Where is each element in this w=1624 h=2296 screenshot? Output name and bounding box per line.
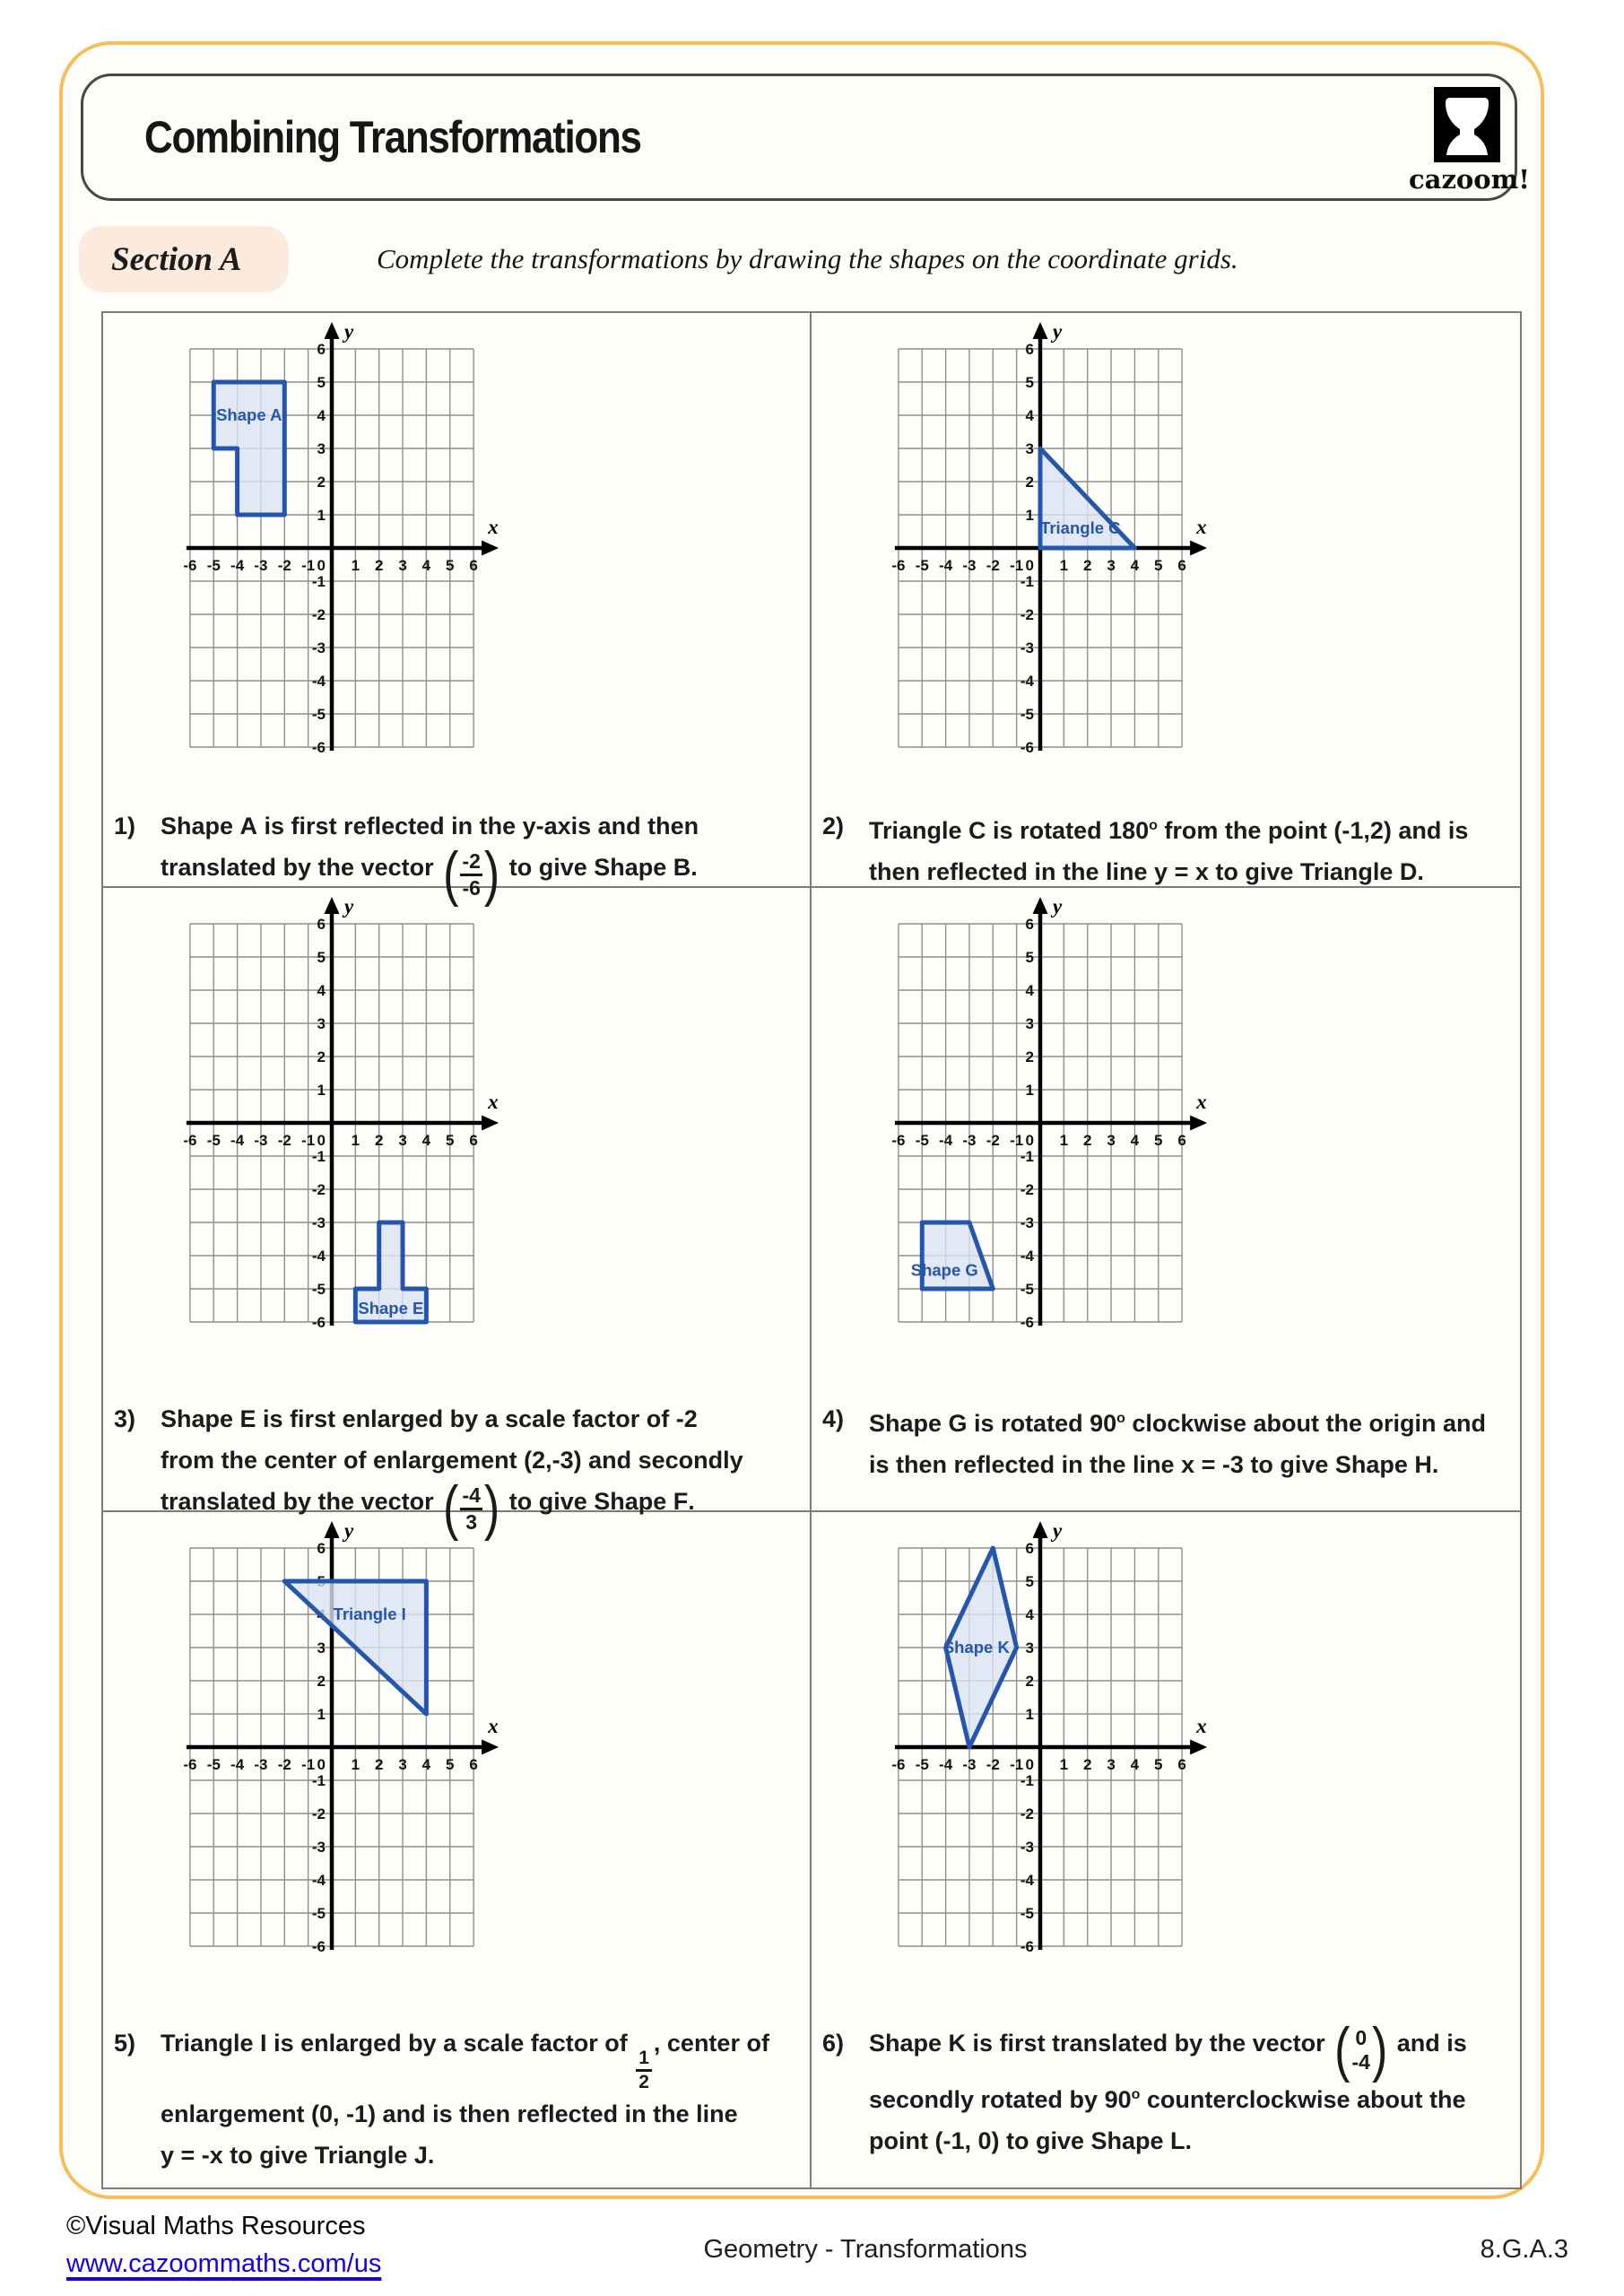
- logo-wordmark: cazoom!: [1409, 164, 1531, 195]
- svg-text:3: 3: [398, 1756, 407, 1773]
- svg-text:1: 1: [351, 557, 360, 574]
- svg-text:-4: -4: [230, 557, 245, 574]
- coordinate-grid: [881, 1521, 1217, 1974]
- svg-text:5: 5: [1025, 374, 1034, 391]
- svg-text:6: 6: [469, 1132, 478, 1149]
- svg-text:-2: -2: [986, 1132, 1000, 1149]
- svg-text:2: 2: [1025, 1048, 1034, 1065]
- svg-text:5: 5: [317, 374, 326, 391]
- svg-text:2: 2: [374, 557, 384, 574]
- svg-text:x: x: [1196, 1715, 1207, 1737]
- svg-text:-5: -5: [1020, 706, 1034, 723]
- svg-text:5: 5: [446, 1132, 455, 1149]
- svg-text:6: 6: [317, 341, 326, 358]
- svg-text:1: 1: [317, 1706, 326, 1723]
- svg-text:-1: -1: [1010, 1756, 1024, 1773]
- svg-text:3: 3: [317, 1639, 326, 1657]
- svg-text:2: 2: [1025, 474, 1034, 491]
- question-panel-3: [103, 888, 812, 1543]
- svg-text:-4: -4: [311, 673, 326, 690]
- section-label-pill: [79, 226, 289, 292]
- question: [822, 805, 1489, 892]
- svg-text:6: 6: [1025, 1540, 1034, 1557]
- svg-text:-6: -6: [311, 739, 326, 756]
- axes: [895, 1521, 1207, 1950]
- svg-text:0: 0: [317, 557, 326, 574]
- svg-text:-2: -2: [311, 1181, 326, 1198]
- title-box: [81, 74, 1531, 201]
- svg-text:-4: -4: [939, 1756, 953, 1773]
- svg-text:6: 6: [317, 1540, 326, 1557]
- section-instruction: Complete the transformations by drawing the shapes on the coordinate grids.: [377, 243, 1238, 274]
- svg-text:3: 3: [1107, 1132, 1116, 1149]
- svg-text:3: 3: [1025, 1015, 1034, 1032]
- website-link[interactable]: www.cazoommaths.com/us: [66, 2249, 382, 2278]
- svg-text:1: 1: [1059, 1756, 1069, 1773]
- axis-labels: [342, 322, 499, 538]
- svg-text:y: y: [1053, 322, 1063, 343]
- svg-text:-1: -1: [301, 1132, 316, 1149]
- cazoom-logo: [1409, 87, 1531, 195]
- svg-text:4: 4: [1025, 1606, 1034, 1623]
- svg-text:-3: -3: [1020, 1839, 1034, 1856]
- column-vector: ( 0 -4 ): [1334, 2016, 1388, 2084]
- svg-text:-3: -3: [254, 1756, 268, 1773]
- svg-text:-2: -2: [986, 557, 1000, 574]
- svg-text:-6: -6: [891, 1132, 906, 1149]
- svg-text:5: 5: [1154, 557, 1163, 574]
- svg-text:-6: -6: [183, 1132, 197, 1149]
- svg-text:3: 3: [1025, 1639, 1034, 1657]
- svg-text:-1: -1: [1020, 1148, 1034, 1165]
- shape-label: Shape E: [358, 1299, 424, 1318]
- svg-text:-6: -6: [183, 1756, 197, 1773]
- svg-text:5: 5: [1154, 1756, 1163, 1773]
- svg-text:-2: -2: [1020, 1181, 1034, 1198]
- svg-text:-3: -3: [1020, 639, 1034, 657]
- svg-text:-5: -5: [311, 706, 326, 723]
- axis-labels: [1050, 897, 1207, 1113]
- question-text: Triangle C is rotated 180$^o$ from the point (-1,2) and is then reflected in the line y = x to give Triangle D.: [869, 817, 1469, 885]
- section-label: Section A: [111, 240, 242, 278]
- copyright-text: ©Visual Maths Resources: [66, 2212, 366, 2240]
- svg-text:-5: -5: [206, 557, 221, 574]
- coordinate-grid: [173, 897, 508, 1350]
- svg-text:-1: -1: [1020, 1772, 1034, 1789]
- column-vector: ( -4 3 ): [443, 1474, 500, 1543]
- coordinate-grid: [881, 322, 1217, 775]
- question-number: 2): [822, 813, 845, 839]
- svg-text:6: 6: [1177, 557, 1186, 574]
- svg-text:-2: -2: [311, 606, 326, 623]
- svg-text:-5: -5: [206, 1132, 221, 1149]
- svg-text:-4: -4: [1020, 1248, 1034, 1265]
- question-text: Shape E is first enlarged by a scale factor of -2 from the center of enlargement (2,-3) and secondly translated by the vector ( -4 3 ) to give Shape F.: [161, 1405, 743, 1543]
- shape-label: Shape A: [216, 405, 282, 424]
- svg-text:1: 1: [1059, 557, 1069, 574]
- svg-text:3: 3: [1107, 1756, 1116, 1773]
- svg-text:5: 5: [317, 949, 326, 966]
- footer-topic: Geometry - Transformations: [703, 2235, 1028, 2264]
- shape-label: Shape G: [910, 1260, 978, 1280]
- svg-text:-2: -2: [1020, 1805, 1034, 1822]
- svg-text:x: x: [488, 516, 499, 538]
- svg-text:-6: -6: [891, 1756, 906, 1773]
- svg-text:6: 6: [469, 557, 478, 574]
- svg-text:6: 6: [1025, 341, 1034, 358]
- svg-text:-1: -1: [311, 573, 326, 590]
- svg-text:-4: -4: [230, 1756, 245, 1773]
- svg-text:-3: -3: [311, 639, 326, 657]
- page-title: Combining Transformations: [144, 112, 641, 162]
- svg-text:-3: -3: [254, 1132, 268, 1149]
- svg-text:2: 2: [1082, 1132, 1092, 1149]
- svg-text:5: 5: [446, 557, 455, 574]
- question-text: Shape A is first reflected in the y-axis and then translated by the vector ( -2 -6 ) to give Shape B.: [161, 813, 699, 909]
- svg-text:0: 0: [317, 1756, 326, 1773]
- svg-text:6: 6: [469, 1756, 478, 1773]
- coordinate-grid: [173, 1521, 508, 1974]
- svg-text:4: 4: [421, 557, 431, 574]
- question-number: 5): [114, 2030, 136, 2057]
- svg-text:5: 5: [446, 1756, 455, 1773]
- svg-text:-1: -1: [1020, 573, 1034, 590]
- svg-text:-5: -5: [915, 1132, 929, 1149]
- svg-text:4: 4: [1025, 982, 1034, 999]
- svg-text:-3: -3: [254, 557, 268, 574]
- svg-text:6: 6: [317, 916, 326, 933]
- svg-text:-4: -4: [939, 557, 953, 574]
- svg-text:-5: -5: [311, 1905, 326, 1922]
- question-panel-2: [812, 313, 1520, 888]
- question-text: Shape G is rotated 90$^o$ clockwise about the origin and is then reflected in the line x = -3 to give Shape H.: [869, 1410, 1486, 1478]
- svg-text:-6: -6: [311, 1938, 326, 1955]
- svg-text:x: x: [1196, 516, 1207, 538]
- svg-text:2: 2: [317, 1048, 326, 1065]
- shape-label: Triangle I: [333, 1605, 406, 1623]
- question-panel-5: [103, 1512, 812, 2187]
- svg-text:-2: -2: [311, 1805, 326, 1822]
- svg-text:-6: -6: [311, 1314, 326, 1331]
- svg-text:1: 1: [1025, 1082, 1034, 1099]
- question-text: Triangle I is enlarged by a scale factor of $\frac{1}{2}$ , center of enlargement (0, -1) and is then reflected in the line y = -x to give Triangle J.: [161, 2030, 769, 2169]
- svg-text:2: 2: [1025, 1673, 1034, 1690]
- svg-text:y: y: [1053, 1521, 1063, 1542]
- svg-text:1: 1: [317, 1082, 326, 1099]
- svg-text:4: 4: [1130, 1756, 1140, 1773]
- shape-label: Triangle C: [1040, 517, 1121, 537]
- svg-text:y: y: [344, 1521, 354, 1542]
- svg-text:-5: -5: [1020, 1905, 1034, 1922]
- svg-text:5: 5: [1025, 1573, 1034, 1590]
- question-number: 1): [114, 813, 136, 839]
- question: [114, 2022, 779, 2176]
- drum-icon: [1434, 87, 1500, 162]
- question-number: 3): [114, 1405, 136, 1432]
- coordinate-grid: [881, 897, 1217, 1350]
- svg-text:2: 2: [1082, 557, 1092, 574]
- svg-text:-5: -5: [1020, 1281, 1034, 1298]
- svg-text:-4: -4: [311, 1248, 326, 1265]
- svg-text:-2: -2: [277, 1132, 291, 1149]
- svg-text:-3: -3: [962, 1132, 977, 1149]
- svg-text:-2: -2: [277, 1756, 291, 1773]
- svg-text:-1: -1: [311, 1772, 326, 1789]
- svg-text:y: y: [1053, 897, 1063, 918]
- svg-text:3: 3: [1107, 557, 1116, 574]
- svg-text:1: 1: [1059, 1132, 1069, 1149]
- svg-text:0: 0: [1025, 1132, 1034, 1149]
- svg-text:5: 5: [1025, 949, 1034, 966]
- shape-label: Shape K: [942, 1638, 1010, 1657]
- svg-text:-2: -2: [986, 1756, 1000, 1773]
- svg-text:-1: -1: [311, 1148, 326, 1165]
- svg-text:3: 3: [398, 1132, 407, 1149]
- svg-text:-6: -6: [1020, 739, 1034, 756]
- svg-text:1: 1: [351, 1132, 360, 1149]
- question-text: Shape K is first translated by the vector ( 0 -4 ) and is secondly rotated by 90$^o$ counterclockwise about the point (-1, 0) to give Shape L.: [869, 2016, 1467, 2155]
- worksheet-table: [101, 311, 1522, 2189]
- svg-text:4: 4: [1130, 557, 1140, 574]
- svg-text:0: 0: [317, 1132, 326, 1149]
- svg-text:6: 6: [1177, 1132, 1186, 1149]
- svg-text:1: 1: [317, 507, 326, 524]
- svg-text:-1: -1: [1010, 557, 1024, 574]
- svg-text:4: 4: [421, 1756, 431, 1773]
- svg-text:6: 6: [1177, 1756, 1186, 1773]
- svg-text:2: 2: [374, 1132, 384, 1149]
- svg-text:4: 4: [421, 1132, 431, 1149]
- svg-text:-4: -4: [939, 1132, 953, 1149]
- svg-text:-5: -5: [206, 1756, 221, 1773]
- svg-text:-6: -6: [1020, 1314, 1034, 1331]
- svg-text:3: 3: [398, 557, 407, 574]
- svg-text:2: 2: [317, 474, 326, 491]
- svg-text:-3: -3: [962, 557, 977, 574]
- svg-text:4: 4: [317, 407, 326, 424]
- svg-text:0: 0: [1025, 1756, 1034, 1773]
- svg-text:-4: -4: [1020, 673, 1034, 690]
- column-vector: ( -2 -6 ): [443, 840, 500, 909]
- svg-text:-2: -2: [1020, 606, 1034, 623]
- fraction: $\frac{1}{2}$: [636, 2048, 652, 2093]
- svg-text:-3: -3: [311, 1214, 326, 1231]
- shape-polygon: [213, 382, 284, 515]
- coordinate-grid: [173, 322, 508, 775]
- svg-text:-3: -3: [1020, 1214, 1034, 1231]
- svg-text:4: 4: [1025, 407, 1034, 424]
- svg-text:x: x: [488, 1091, 499, 1113]
- svg-text:5: 5: [1154, 1132, 1163, 1149]
- svg-text:4: 4: [317, 982, 326, 999]
- svg-text:3: 3: [317, 1015, 326, 1032]
- question-number: 4): [822, 1405, 845, 1432]
- svg-text:y: y: [344, 897, 354, 918]
- svg-text:-6: -6: [1020, 1938, 1034, 1955]
- svg-text:1: 1: [1025, 1706, 1034, 1723]
- svg-text:6: 6: [1025, 916, 1034, 933]
- svg-text:-1: -1: [301, 557, 316, 574]
- svg-text:-4: -4: [311, 1872, 326, 1889]
- svg-text:2: 2: [1082, 1756, 1092, 1773]
- svg-text:-2: -2: [277, 557, 291, 574]
- question: [822, 1398, 1489, 1485]
- question: [822, 2016, 1489, 2161]
- svg-text:-5: -5: [915, 1756, 929, 1773]
- svg-text:-1: -1: [1010, 1132, 1024, 1149]
- svg-text:0: 0: [1025, 557, 1034, 574]
- svg-text:x: x: [1196, 1091, 1207, 1113]
- question-number: 6): [822, 2030, 845, 2057]
- svg-text:-1: -1: [301, 1756, 316, 1773]
- footer-copyright-block: [66, 2212, 381, 2279]
- svg-text:y: y: [344, 322, 354, 343]
- svg-text:3: 3: [317, 440, 326, 457]
- svg-text:3: 3: [1025, 440, 1034, 457]
- svg-text:x: x: [488, 1715, 499, 1737]
- svg-text:-5: -5: [311, 1281, 326, 1298]
- axis-labels: [342, 897, 499, 1113]
- svg-text:2: 2: [374, 1756, 384, 1773]
- svg-text:-6: -6: [891, 557, 906, 574]
- svg-text:-4: -4: [230, 1132, 245, 1149]
- svg-text:-3: -3: [962, 1756, 977, 1773]
- svg-text:-5: -5: [915, 557, 929, 574]
- axis-labels: [1050, 1521, 1207, 1737]
- question: [114, 805, 779, 909]
- question-panel-6: [812, 1512, 1520, 2187]
- svg-text:1: 1: [351, 1756, 360, 1773]
- svg-text:1: 1: [1025, 507, 1034, 524]
- question-panel-1: [103, 313, 812, 909]
- footer-standard-code: 8.G.A.3: [1480, 2235, 1568, 2264]
- svg-text:-6: -6: [183, 557, 197, 574]
- svg-text:-3: -3: [311, 1839, 326, 1856]
- axes: [187, 897, 499, 1326]
- svg-text:4: 4: [1130, 1132, 1140, 1149]
- question-panel-4: [812, 888, 1520, 1512]
- svg-text:2: 2: [317, 1673, 326, 1690]
- svg-text:-4: -4: [1020, 1872, 1034, 1889]
